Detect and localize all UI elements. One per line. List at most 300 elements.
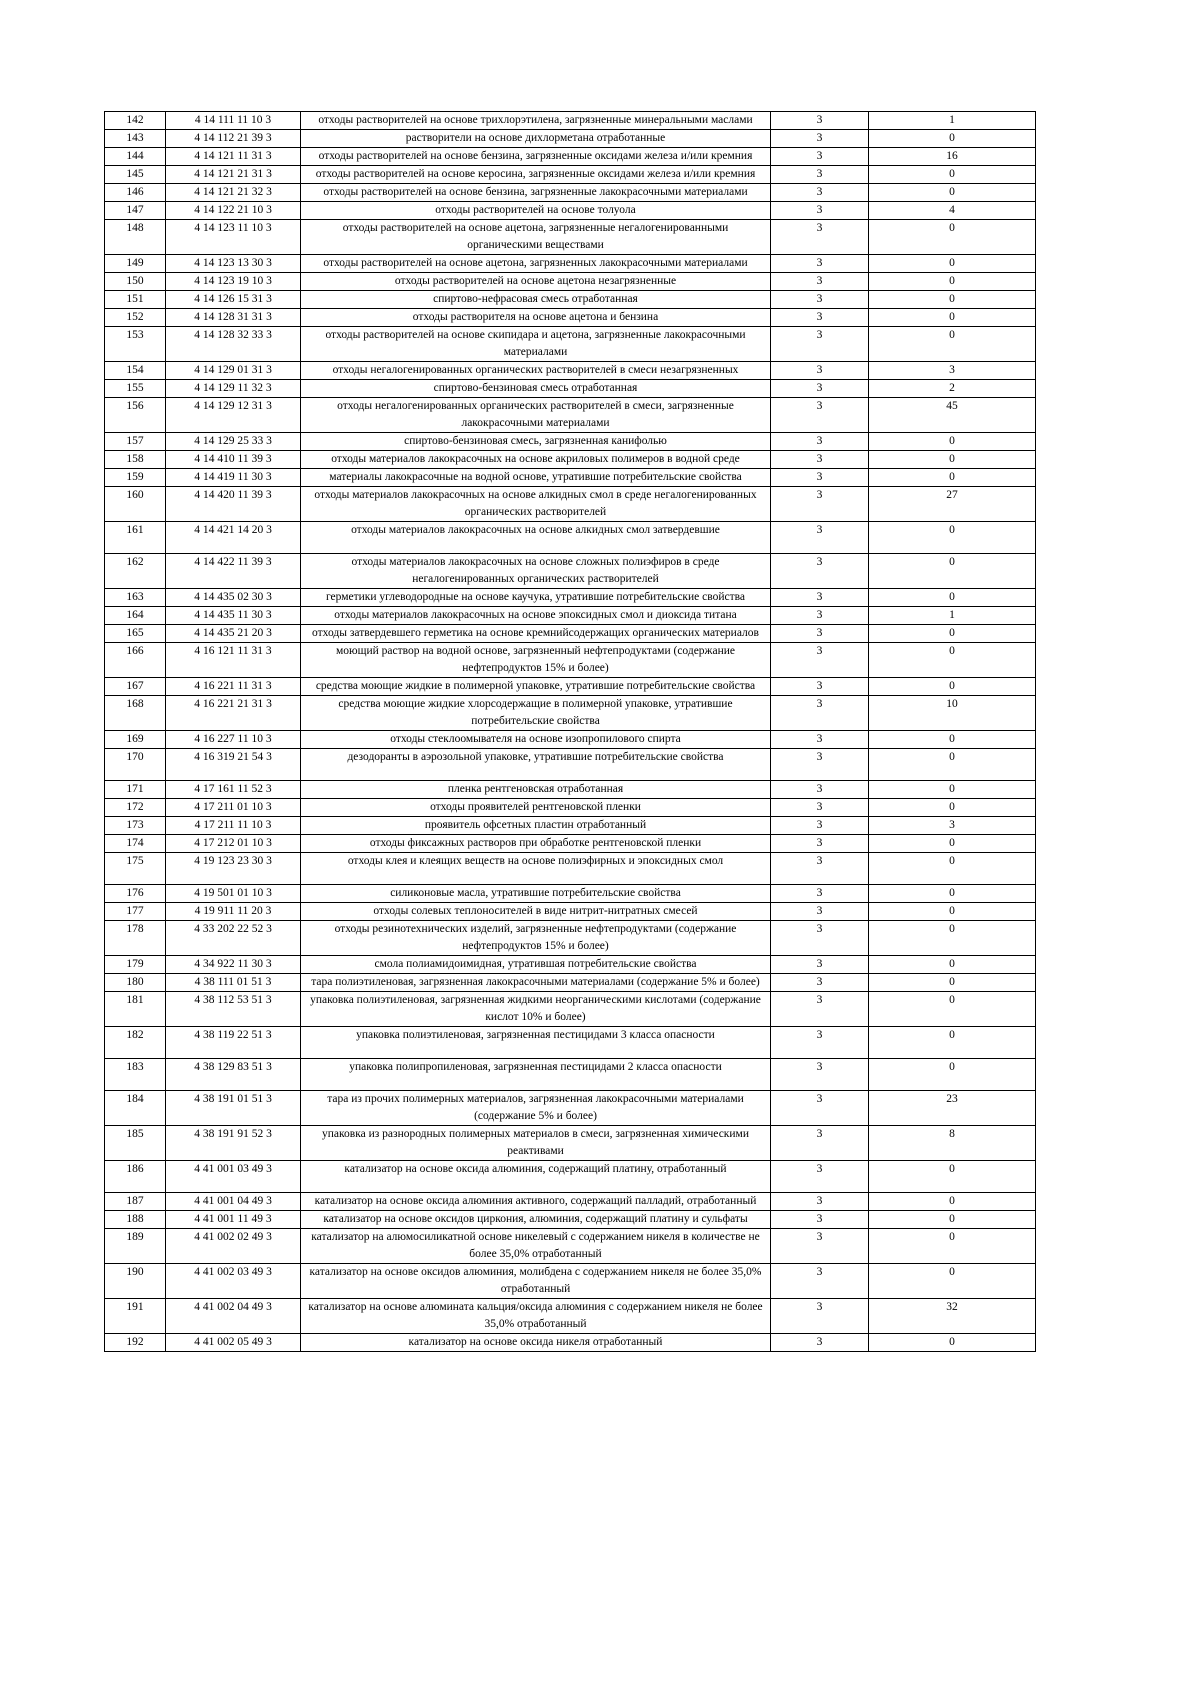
row-number-cell: 144 [105,148,166,166]
waste-name-cell: катализатор на основе оксида алюминия, содержащий платину, отработанный [301,1161,771,1193]
table-row [105,799,1036,817]
waste-code-cell: 4 14 121 21 32 3 [166,184,301,202]
hazard-class-cell: 3 [771,130,869,148]
table-row [105,469,1036,487]
waste-name-cell: проявитель офсетных пластин отработанный [301,817,771,835]
waste-name-cell: отходы солевых теплоносителей в виде нитрит-нитратных смесей [301,903,771,921]
table-row [105,1126,1036,1161]
hazard-class-cell: 3 [771,799,869,817]
row-number-cell: 153 [105,327,166,362]
waste-code-cell: 4 14 128 32 33 3 [166,327,301,362]
waste-name-cell: растворители на основе дихлорметана отработанные [301,130,771,148]
quantity-cell: 0 [869,130,1036,148]
waste-code-cell: 4 38 111 01 51 3 [166,974,301,992]
waste-name-cell: силиконовые масла, утратившие потребительские свойства [301,885,771,903]
quantity-cell: 0 [869,853,1036,885]
quantity-cell: 0 [869,1334,1036,1352]
hazard-class-cell: 3 [771,1211,869,1229]
waste-code-cell: 4 38 191 91 52 3 [166,1126,301,1161]
waste-name-cell: упаковка полиэтиленовая, загрязненная пестицидами 3 класса опасности [301,1027,771,1059]
waste-name-cell: отходы материалов лакокрасочных на основе алкидных смол затвердевшие [301,522,771,554]
quantity-cell: 0 [869,184,1036,202]
table-row [105,589,1036,607]
waste-code-cell: 4 38 112 53 51 3 [166,992,301,1027]
table-row [105,166,1036,184]
hazard-class-cell: 3 [771,184,869,202]
quantity-cell: 0 [869,749,1036,781]
hazard-class-cell: 3 [771,255,869,273]
waste-code-cell: 4 14 123 13 30 3 [166,255,301,273]
waste-code-cell: 4 17 161 11 52 3 [166,781,301,799]
row-number-cell: 180 [105,974,166,992]
waste-code-cell: 4 16 121 11 31 3 [166,643,301,678]
hazard-class-cell: 3 [771,433,869,451]
waste-name-cell: средства моющие жидкие хлорсодержащие в полимерной упаковке, утратившие потребительские свойства [301,696,771,731]
waste-code-cell: 4 19 123 23 30 3 [166,853,301,885]
waste-name-cell: отходы материалов лакокрасочных на основе акриловых полимеров в водной среде [301,451,771,469]
waste-code-cell: 4 19 911 11 20 3 [166,903,301,921]
row-number-cell: 189 [105,1229,166,1264]
row-number-cell: 151 [105,291,166,309]
row-number-cell: 185 [105,1126,166,1161]
waste-code-cell: 4 14 435 21 20 3 [166,625,301,643]
table-row [105,1334,1036,1352]
table-row [105,554,1036,589]
table-row [105,130,1036,148]
row-number-cell: 142 [105,112,166,130]
table-row [105,522,1036,554]
row-number-cell: 173 [105,817,166,835]
waste-code-cell: 4 14 435 02 30 3 [166,589,301,607]
row-number-cell: 161 [105,522,166,554]
quantity-cell: 0 [869,433,1036,451]
row-number-cell: 179 [105,956,166,974]
table-row [105,749,1036,781]
row-number-cell: 147 [105,202,166,220]
row-number-cell: 169 [105,731,166,749]
row-number-cell: 145 [105,166,166,184]
waste-name-cell: средства моющие жидкие в полимерной упаковке, утратившие потребительские свойства [301,678,771,696]
waste-code-cell: 4 41 001 11 49 3 [166,1211,301,1229]
row-number-cell: 176 [105,885,166,903]
row-number-cell: 165 [105,625,166,643]
row-number-cell: 178 [105,921,166,956]
quantity-cell: 16 [869,148,1036,166]
table-row [105,885,1036,903]
row-number-cell: 171 [105,781,166,799]
row-number-cell: 166 [105,643,166,678]
waste-code-cell: 4 41 002 05 49 3 [166,1334,301,1352]
waste-code-cell: 4 41 001 04 49 3 [166,1193,301,1211]
waste-name-cell: пленка рентгеновская отработанная [301,781,771,799]
waste-name-cell: упаковка из разнородных полимерных материалов в смеси, загрязненная химическими реактивами [301,1126,771,1161]
row-number-cell: 149 [105,255,166,273]
table-row [105,921,1036,956]
quantity-cell: 0 [869,451,1036,469]
waste-name-cell: отходы клея и клеящих веществ на основе полиэфирных и эпоксидных смол [301,853,771,885]
hazard-class-cell: 3 [771,589,869,607]
waste-name-cell: герметики углеводородные на основе каучука, утратившие потребительские свойства [301,589,771,607]
quantity-cell: 45 [869,398,1036,433]
hazard-class-cell: 3 [771,1299,869,1334]
row-number-cell: 192 [105,1334,166,1352]
hazard-class-cell: 3 [771,522,869,554]
row-number-cell: 183 [105,1059,166,1091]
waste-code-cell: 4 41 002 04 49 3 [166,1299,301,1334]
waste-name-cell: спиртово-бензиновая смесь отработанная [301,380,771,398]
quantity-cell: 23 [869,1091,1036,1126]
quantity-cell: 0 [869,992,1036,1027]
table-row [105,451,1036,469]
table-row [105,291,1036,309]
hazard-class-cell: 3 [771,1126,869,1161]
quantity-cell: 0 [869,291,1036,309]
table-row [105,327,1036,362]
quantity-cell: 1 [869,607,1036,625]
quantity-cell: 0 [869,522,1036,554]
quantity-cell: 0 [869,731,1036,749]
table-row [105,273,1036,291]
row-number-cell: 159 [105,469,166,487]
row-number-cell: 164 [105,607,166,625]
table-row [105,1091,1036,1126]
hazard-class-cell: 3 [771,921,869,956]
hazard-class-cell: 3 [771,1334,869,1352]
waste-name-cell: катализатор на основе оксидов алюминия, молибдена с содержанием никеля не более 35,0% отработанный [301,1264,771,1299]
quantity-cell: 8 [869,1126,1036,1161]
quantity-cell: 0 [869,309,1036,327]
hazard-class-cell: 3 [771,903,869,921]
row-number-cell: 158 [105,451,166,469]
waste-name-cell: отходы растворителей на основе толуола [301,202,771,220]
hazard-class-cell: 3 [771,327,869,362]
waste-code-cell: 4 14 112 21 39 3 [166,130,301,148]
table-row [105,607,1036,625]
row-number-cell: 170 [105,749,166,781]
row-number-cell: 148 [105,220,166,255]
quantity-cell: 3 [869,817,1036,835]
table-row [105,487,1036,522]
waste-name-cell: отходы растворителей на основе ацетона, загрязненных лакокрасочными материалами [301,255,771,273]
row-number-cell: 143 [105,130,166,148]
waste-code-cell: 4 38 191 01 51 3 [166,1091,301,1126]
hazard-class-cell: 3 [771,956,869,974]
hazard-class-cell: 3 [771,1161,869,1193]
waste-name-cell: тара из прочих полимерных материалов, загрязненная лакокрасочными материалами (содержание 5% и более) [301,1091,771,1126]
row-number-cell: 172 [105,799,166,817]
table-row [105,817,1036,835]
hazard-class-cell: 3 [771,202,869,220]
hazard-class-cell: 3 [771,487,869,522]
hazard-class-cell: 3 [771,992,869,1027]
row-number-cell: 154 [105,362,166,380]
row-number-cell: 181 [105,992,166,1027]
table-row [105,220,1036,255]
waste-code-cell: 4 14 122 21 10 3 [166,202,301,220]
row-number-cell: 160 [105,487,166,522]
waste-name-cell: дезодоранты в аэрозольной упаковке, утратившие потребительские свойства [301,749,771,781]
waste-name-cell: отходы стеклоомывателя на основе изопропилового спирта [301,731,771,749]
table-row [105,1161,1036,1193]
quantity-cell: 0 [869,1161,1036,1193]
table-row [105,1229,1036,1264]
hazard-class-cell: 3 [771,1264,869,1299]
table-row [105,696,1036,731]
hazard-class-cell: 3 [771,643,869,678]
quantity-cell: 0 [869,1211,1036,1229]
waste-name-cell: катализатор на основе оксида никеля отработанный [301,1334,771,1352]
waste-code-cell: 4 14 435 11 30 3 [166,607,301,625]
table-row [105,903,1036,921]
table-row [105,956,1036,974]
waste-code-cell: 4 14 420 11 39 3 [166,487,301,522]
quantity-cell: 0 [869,589,1036,607]
quantity-cell: 0 [869,625,1036,643]
table-row [105,678,1036,696]
waste-name-cell: отходы фиксажных растворов при обработке рентгеновской пленки [301,835,771,853]
quantity-cell: 32 [869,1299,1036,1334]
hazard-class-cell: 3 [771,678,869,696]
hazard-class-cell: 3 [771,731,869,749]
quantity-cell: 0 [869,956,1036,974]
waste-code-cell: 4 14 421 14 20 3 [166,522,301,554]
hazard-class-cell: 3 [771,1091,869,1126]
table-row [105,184,1036,202]
waste-code-cell: 4 41 002 02 49 3 [166,1229,301,1264]
table-row [105,625,1036,643]
quantity-cell: 0 [869,974,1036,992]
waste-name-cell: отходы негалогенированных органических растворителей в смеси незагрязненных [301,362,771,380]
waste-name-cell: моющий раствор на водной основе, загрязненный нефтепродуктами (содержание нефтепродуктов 15% и более) [301,643,771,678]
row-number-cell: 177 [105,903,166,921]
waste-name-cell: отходы растворителей на основе бензина, загрязненные оксидами железа и/или кремния [301,148,771,166]
waste-code-cell: 4 14 129 12 31 3 [166,398,301,433]
waste-name-cell: отходы проявителей рентгеновской пленки [301,799,771,817]
quantity-cell: 0 [869,255,1036,273]
hazard-class-cell: 3 [771,1027,869,1059]
waste-code-cell: 4 14 129 01 31 3 [166,362,301,380]
hazard-class-cell: 3 [771,362,869,380]
row-number-cell: 157 [105,433,166,451]
waste-name-cell: отходы растворителей на основе ацетона незагрязненные [301,273,771,291]
quantity-cell: 0 [869,166,1036,184]
waste-code-cell: 4 19 501 01 10 3 [166,885,301,903]
waste-name-cell: отходы негалогенированных органических растворителей в смеси, загрязненные лакокрасочными материалами [301,398,771,433]
hazard-class-cell: 3 [771,309,869,327]
row-number-cell: 190 [105,1264,166,1299]
quantity-cell: 0 [869,327,1036,362]
table-row [105,731,1036,749]
row-number-cell: 146 [105,184,166,202]
table-row [105,255,1036,273]
hazard-class-cell: 3 [771,835,869,853]
quantity-cell: 0 [869,903,1036,921]
waste-code-cell: 4 17 212 01 10 3 [166,835,301,853]
waste-code-cell: 4 17 211 11 10 3 [166,817,301,835]
table-row [105,1059,1036,1091]
hazard-class-cell: 3 [771,1193,869,1211]
table-row [105,309,1036,327]
quantity-cell: 0 [869,554,1036,589]
waste-code-cell: 4 14 121 11 31 3 [166,148,301,166]
row-number-cell: 188 [105,1211,166,1229]
table-row [105,1299,1036,1334]
hazard-class-cell: 3 [771,291,869,309]
waste-name-cell: отходы материалов лакокрасочных на основе эпоксидных смол и диоксида титана [301,607,771,625]
waste-name-cell: спиртово-нефрасовая смесь отработанная [301,291,771,309]
waste-name-cell: спиртово-бензиновая смесь, загрязненная канифолью [301,433,771,451]
hazard-class-cell: 3 [771,380,869,398]
waste-code-cell: 4 14 129 25 33 3 [166,433,301,451]
row-number-cell: 184 [105,1091,166,1126]
waste-code-cell: 4 16 227 11 10 3 [166,731,301,749]
hazard-class-cell: 3 [771,607,869,625]
hazard-class-cell: 3 [771,696,869,731]
waste-name-cell: тара полиэтиленовая, загрязненная лакокрасочными материалами (содержание 5% и более) [301,974,771,992]
waste-code-cell: 4 14 410 11 39 3 [166,451,301,469]
waste-code-cell: 4 33 202 22 52 3 [166,921,301,956]
table-row [105,835,1036,853]
table-row [105,992,1036,1027]
table-row [105,1027,1036,1059]
waste-code-cell: 4 14 123 19 10 3 [166,273,301,291]
hazard-class-cell: 3 [771,148,869,166]
quantity-cell: 0 [869,273,1036,291]
waste-table [104,111,1036,1352]
row-number-cell: 175 [105,853,166,885]
quantity-cell: 0 [869,781,1036,799]
waste-code-cell: 4 14 129 11 32 3 [166,380,301,398]
hazard-class-cell: 3 [771,451,869,469]
quantity-cell: 0 [869,678,1036,696]
row-number-cell: 155 [105,380,166,398]
waste-code-cell: 4 16 221 11 31 3 [166,678,301,696]
table-row [105,362,1036,380]
quantity-cell: 3 [869,362,1036,380]
waste-name-cell: катализатор на основе оксида алюминия активного, содержащий палладий, отработанный [301,1193,771,1211]
hazard-class-cell: 3 [771,625,869,643]
table-row [105,112,1036,130]
waste-code-cell: 4 14 422 11 39 3 [166,554,301,589]
table-row [105,398,1036,433]
hazard-class-cell: 3 [771,220,869,255]
quantity-cell: 27 [869,487,1036,522]
quantity-cell: 0 [869,1229,1036,1264]
row-number-cell: 182 [105,1027,166,1059]
quantity-cell: 10 [869,696,1036,731]
quantity-cell: 1 [869,112,1036,130]
quantity-cell: 0 [869,220,1036,255]
waste-code-cell: 4 38 129 83 51 3 [166,1059,301,1091]
quantity-cell: 0 [869,1193,1036,1211]
row-number-cell: 163 [105,589,166,607]
waste-name-cell: катализатор на основе алюмината кальция/оксида алюминия с содержанием никеля не более 35,0% отработанный [301,1299,771,1334]
hazard-class-cell: 3 [771,781,869,799]
hazard-class-cell: 3 [771,817,869,835]
table-row [105,643,1036,678]
waste-name-cell: отходы растворителей на основе ацетона, загрязненные негалогенированными органическими веществами [301,220,771,255]
quantity-cell: 0 [869,799,1036,817]
waste-name-cell: отходы растворителей на основе трихлорэтилена, загрязненные минеральными маслами [301,112,771,130]
waste-code-cell: 4 14 111 11 10 3 [166,112,301,130]
table-row [105,202,1036,220]
row-number-cell: 156 [105,398,166,433]
hazard-class-cell: 3 [771,469,869,487]
table-row [105,433,1036,451]
quantity-cell: 0 [869,921,1036,956]
quantity-cell: 0 [869,1059,1036,1091]
hazard-class-cell: 3 [771,166,869,184]
waste-name-cell: отходы растворителей на основе керосина, загрязненные оксидами железа и/или кремния [301,166,771,184]
row-number-cell: 191 [105,1299,166,1334]
waste-code-cell: 4 16 319 21 54 3 [166,749,301,781]
waste-code-cell: 4 34 922 11 30 3 [166,956,301,974]
waste-name-cell: упаковка полиэтиленовая, загрязненная жидкими неорганическими кислотами (содержание кислот 10% и более) [301,992,771,1027]
quantity-cell: 0 [869,643,1036,678]
waste-code-cell: 4 14 419 11 30 3 [166,469,301,487]
table-row [105,148,1036,166]
hazard-class-cell: 3 [771,554,869,589]
waste-code-cell: 4 14 126 15 31 3 [166,291,301,309]
table-row [105,1211,1036,1229]
waste-name-cell: отходы материалов лакокрасочных на основе алкидных смол в среде негалогенированных органических растворителей [301,487,771,522]
table-body [105,112,1036,1352]
quantity-cell: 0 [869,469,1036,487]
waste-code-cell: 4 14 123 11 10 3 [166,220,301,255]
hazard-class-cell: 3 [771,273,869,291]
quantity-cell: 0 [869,885,1036,903]
table-row [105,781,1036,799]
waste-code-cell: 4 14 128 31 31 3 [166,309,301,327]
row-number-cell: 150 [105,273,166,291]
waste-name-cell: отходы растворителя на основе ацетона и бензина [301,309,771,327]
hazard-class-cell: 3 [771,885,869,903]
quantity-cell: 0 [869,835,1036,853]
waste-code-cell: 4 16 221 21 31 3 [166,696,301,731]
waste-name-cell: катализатор на алюмосиликатной основе никелевый с содержанием никеля в количестве не более 35,0% отработанный [301,1229,771,1264]
waste-name-cell: катализатор на основе оксидов циркония, алюминия, содержащий платину и сульфаты [301,1211,771,1229]
row-number-cell: 152 [105,309,166,327]
waste-name-cell: отходы затвердевшего герметика на основе кремнийсодержащих органических материалов [301,625,771,643]
row-number-cell: 162 [105,554,166,589]
waste-name-cell: отходы растворителей на основе бензина, загрязненные лакокрасочными материалами [301,184,771,202]
waste-code-cell: 4 38 119 22 51 3 [166,1027,301,1059]
quantity-cell: 4 [869,202,1036,220]
hazard-class-cell: 3 [771,112,869,130]
waste-name-cell: материалы лакокрасочные на водной основе, утратившие потребительские свойства [301,469,771,487]
waste-code-cell: 4 17 211 01 10 3 [166,799,301,817]
row-number-cell: 168 [105,696,166,731]
hazard-class-cell: 3 [771,853,869,885]
row-number-cell: 174 [105,835,166,853]
row-number-cell: 186 [105,1161,166,1193]
quantity-cell: 0 [869,1027,1036,1059]
hazard-class-cell: 3 [771,749,869,781]
waste-code-cell: 4 14 121 21 31 3 [166,166,301,184]
waste-name-cell: упаковка полипропиленовая, загрязненная пестицидами 2 класса опасности [301,1059,771,1091]
table-row [105,380,1036,398]
waste-code-cell: 4 41 002 03 49 3 [166,1264,301,1299]
table-row [105,853,1036,885]
table-row [105,1264,1036,1299]
quantity-cell: 2 [869,380,1036,398]
waste-name-cell: отходы растворителей на основе скипидара и ацетона, загрязненные лакокрасочными материалами [301,327,771,362]
waste-name-cell: отходы материалов лакокрасочных на основе сложных полиэфиров в среде негалогенированных органических растворителей [301,554,771,589]
waste-name-cell: отходы резинотехнических изделий, загрязненные нефтепродуктами (содержание нефтепродуктов 15% и более) [301,921,771,956]
quantity-cell: 0 [869,1264,1036,1299]
hazard-class-cell: 3 [771,1229,869,1264]
waste-name-cell: смола полиамидоимидная, утратившая потребительские свойства [301,956,771,974]
